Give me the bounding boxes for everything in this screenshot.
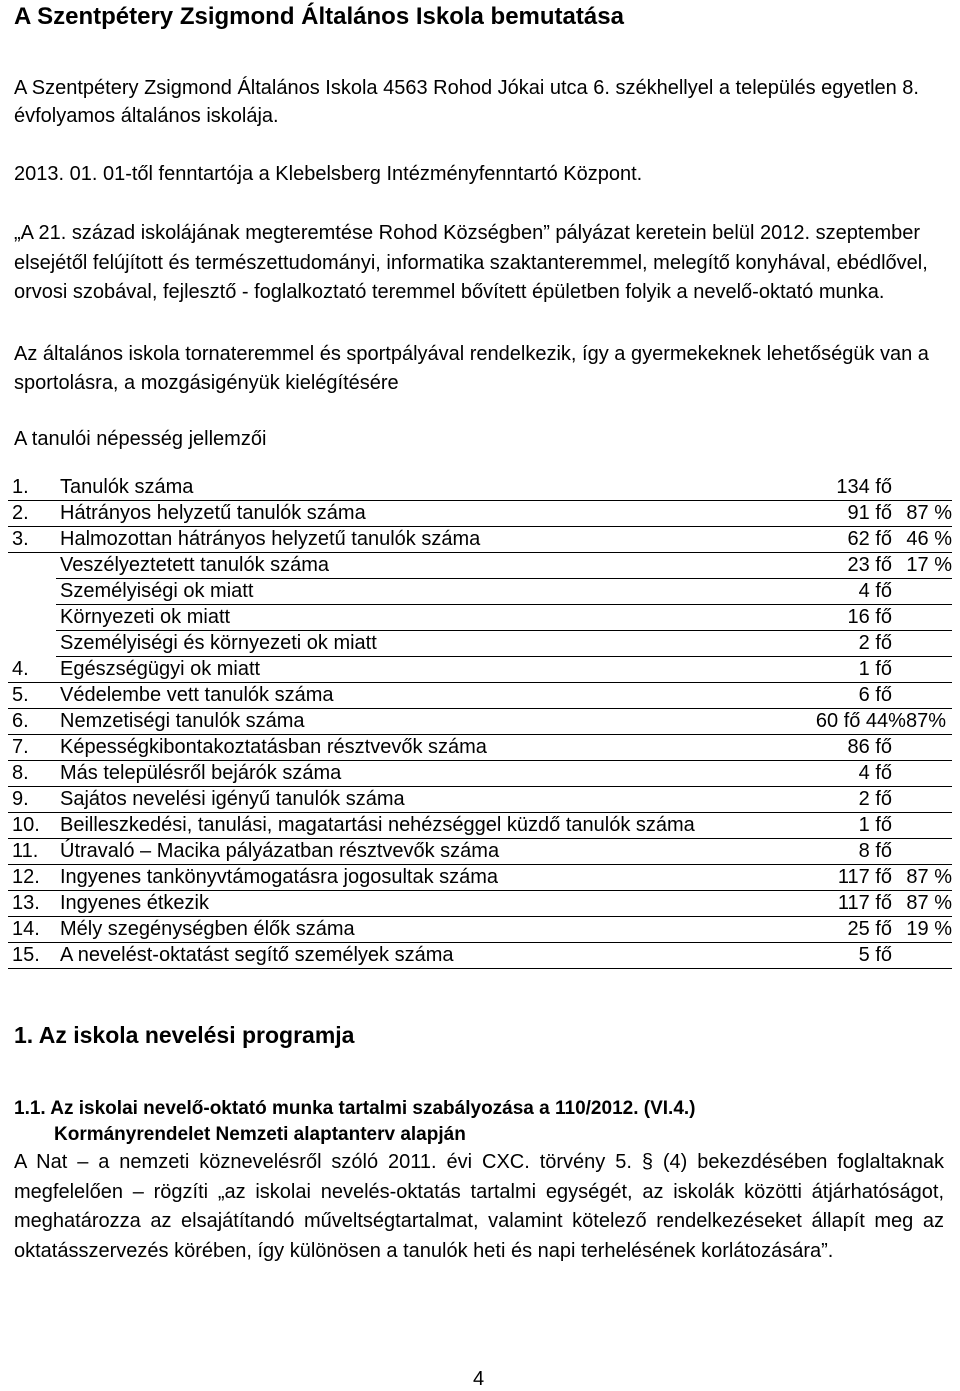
value-count: 117 fő xyxy=(837,866,892,888)
row-value xyxy=(760,709,952,735)
row-number: 8. xyxy=(8,761,56,787)
subsection-heading-continued: Kormányrendelet Nemzeti alaptanterv alapján xyxy=(54,1124,466,1145)
value-percent: 87 % xyxy=(906,866,952,888)
row-number: 9. xyxy=(8,787,56,813)
value-count: 8 fő xyxy=(858,840,892,862)
row-number: 4. xyxy=(8,553,56,683)
value-percent: 17 % xyxy=(906,554,952,576)
table-subrow xyxy=(8,579,952,605)
row-number: 11. xyxy=(8,839,56,865)
row-number: 7. xyxy=(8,735,56,761)
table-row xyxy=(8,943,952,969)
value-count: 16 fő xyxy=(847,606,892,628)
table-row xyxy=(8,813,952,839)
subrow-value xyxy=(760,605,952,631)
value-count: 2 fő xyxy=(858,788,892,810)
nat-paragraph: A Nat – a nemzeti köznevelésről szóló 2011. évi CXC. törvény 5. § (4) bekezdésében foglaltaknak megfelelően – rögzíti „az iskolai nevelés-oktatás tartalmi egységét, az iskolák közötti átjárhatóságot, meghatározza az elsajátítandó műveltségtartalmat, valamint kötelező rendelkezéseket állapít meg az oktatásszervezés körében, így különösen a tanulók heti és napi terhelésének korlátozására”. xyxy=(14,1151,944,1262)
row-value xyxy=(760,553,952,579)
page-title: A Szentpétery Zsigmond Általános Iskola bemutatása xyxy=(14,3,624,30)
row-value xyxy=(760,787,952,813)
value-count: 6 fő xyxy=(858,684,892,706)
table-subrow xyxy=(8,631,952,657)
table-row xyxy=(8,735,952,761)
table-row xyxy=(8,865,952,891)
subrow-label: Személyiségi ok miatt xyxy=(56,579,760,605)
row-value xyxy=(760,527,952,553)
value-percent: 87 % xyxy=(906,502,952,524)
row-label: Ingyenes étkezik xyxy=(56,891,760,917)
row-label: Veszélyeztetett tanulók száma xyxy=(56,553,760,579)
row-label: Sajátos nevelési igényű tanulók száma xyxy=(56,787,760,813)
value-percent: 87 % xyxy=(906,892,952,914)
subsection-heading: 1.1. Az iskolai nevelő-oktató munka tartalmi szabályozása a 110/2012. (VI.4.) xyxy=(14,1098,696,1119)
row-label: Mély szegénységben élők száma xyxy=(56,917,760,943)
value-count: 91 fő xyxy=(847,502,892,524)
table-subrow xyxy=(8,657,952,683)
maintainer-paragraph: 2013. 01. 01-től fenntartója a Klebelsberg Intézményfenntartó Központ. xyxy=(14,163,643,185)
row-label: Útravaló – Macika pályázatban résztvevők száma xyxy=(56,839,760,865)
sport-paragraph: Az általános iskola tornateremmel és sportpályával rendelkezik, így a gyermekeknek lehetőségük van a sportolásra, a mozgásigényük kielégítésére xyxy=(14,343,929,394)
student-stats-table xyxy=(8,475,952,969)
value-count: 134 fő xyxy=(836,476,892,498)
row-number: 14. xyxy=(8,917,56,943)
row-label: Védelembe vett tanulók száma xyxy=(56,683,760,709)
row-label: Nemzetiségi tanulók száma xyxy=(56,709,760,735)
row-number: 15. xyxy=(8,943,56,969)
value-count: 25 fő xyxy=(847,918,892,940)
table-row xyxy=(8,475,952,501)
row-number: 6. xyxy=(8,709,56,735)
value-count: 60 fő 44%87% xyxy=(815,710,946,732)
subrow-value xyxy=(760,657,952,683)
value-count: 1 fő xyxy=(858,658,892,680)
row-label: Beilleszkedési, tanulási, magatartási nehézséggel küzdő tanulók száma xyxy=(56,813,760,839)
project-paragraph: „A 21. század iskolájának megteremtése Rohod Községben” pályázat keretein belül 2012. szeptember elsejétől felújított és természettudományi, informatika szaktanteremmel, melegítő konyhával, ebédlővel, orvosi szobával, fejlesztő - foglalkoztató teremmel bővített épületben folyik a nevelő-oktató munka. xyxy=(14,222,928,303)
row-label: Hátrányos helyzetű tanulók száma xyxy=(56,501,760,527)
value-count: 4 fő xyxy=(858,762,892,784)
value-percent: 19 % xyxy=(906,918,952,940)
subrow-label: Egészségügyi ok miatt xyxy=(56,657,760,683)
population-heading: A tanulói népesség jellemzői xyxy=(14,428,267,450)
table-row xyxy=(8,683,952,709)
row-value xyxy=(760,943,952,969)
row-number: 3. xyxy=(8,527,56,553)
value-count: 1 fő xyxy=(858,814,892,836)
row-number: 1. xyxy=(8,475,56,501)
row-number: 13. xyxy=(8,891,56,917)
row-number: 2. xyxy=(8,501,56,527)
row-label: A nevelést-oktatást segítő személyek száma xyxy=(56,943,760,969)
page-number: 4 xyxy=(473,1368,485,1390)
row-label: Más településről bejárók száma xyxy=(56,761,760,787)
row-value xyxy=(760,813,952,839)
row-label: Képességkibontakoztatásban résztvevők száma xyxy=(56,735,760,761)
row-value xyxy=(760,891,952,917)
value-count: 2 fő xyxy=(858,632,892,654)
subrow-label: Környezeti ok miatt xyxy=(56,605,760,631)
table-row xyxy=(8,501,952,527)
row-number: 12. xyxy=(8,865,56,891)
section-heading: 1. Az iskola nevelési programja xyxy=(14,1022,355,1048)
subrow-value xyxy=(760,631,952,657)
table-row xyxy=(8,891,952,917)
table-row xyxy=(8,709,952,735)
row-value xyxy=(760,683,952,709)
subrow-value xyxy=(760,579,952,605)
row-number: 10. xyxy=(8,813,56,839)
table-row xyxy=(8,527,952,553)
value-percent: 46 % xyxy=(906,528,952,550)
row-value xyxy=(760,735,952,761)
table-row xyxy=(8,787,952,813)
row-value xyxy=(760,839,952,865)
row-number: 5. xyxy=(8,683,56,709)
row-label: Tanulók száma xyxy=(56,475,760,501)
table-subrow xyxy=(8,605,952,631)
row-label: Ingyenes tankönyvtámogatásra jogosultak száma xyxy=(56,865,760,891)
table-row xyxy=(8,839,952,865)
value-count: 117 fő xyxy=(837,892,892,914)
value-count: 23 fő xyxy=(847,554,892,576)
subrow-label: Személyiségi és környezeti ok miatt xyxy=(56,631,760,657)
row-value xyxy=(760,761,952,787)
row-value xyxy=(760,917,952,943)
row-value xyxy=(760,865,952,891)
row-label: Halmozottan hátrányos helyzetű tanulók száma xyxy=(56,527,760,553)
row-value xyxy=(760,501,952,527)
value-count: 4 fő xyxy=(858,580,892,602)
table-row xyxy=(8,553,952,579)
table-row xyxy=(8,761,952,787)
value-count: 62 fő xyxy=(847,528,892,550)
value-count: 5 fő xyxy=(858,944,892,966)
intro-paragraph: A Szentpétery Zsigmond Általános Iskola 4563 Rohod Jókai utca 6. székhellyel a település egyetlen 8. évfolyamos általános iskolája. xyxy=(14,77,919,127)
row-value xyxy=(760,475,952,501)
table-row xyxy=(8,917,952,943)
value-count: 86 fő xyxy=(847,736,892,758)
